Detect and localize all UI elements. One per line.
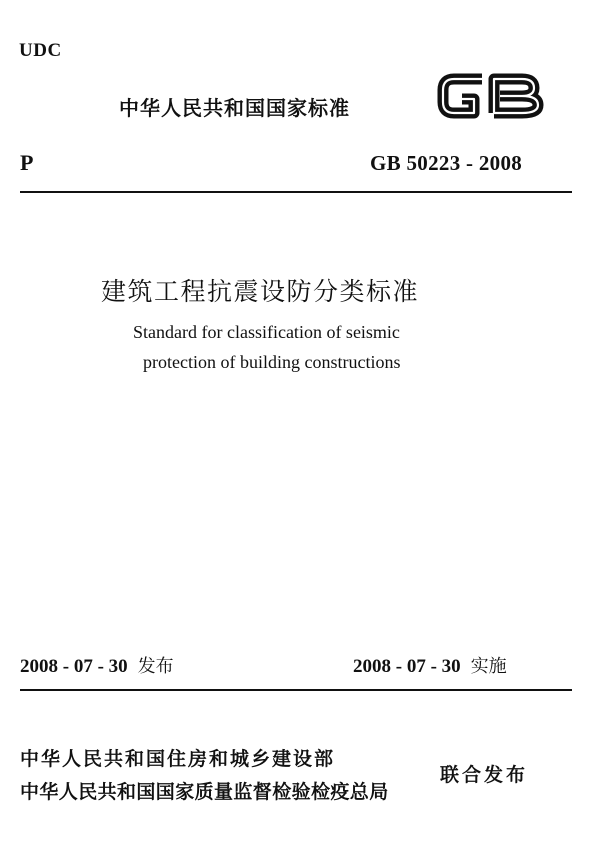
top-divider <box>20 191 572 193</box>
standard-number: GB 50223 - 2008 <box>370 151 523 175</box>
issue-date: 2008 - 07 - 30 <box>20 656 128 677</box>
national-standard-title: 中华人民共和国国家标准 <box>119 96 350 120</box>
issuing-authority-2: 中华人民共和国国家质量监督检验检疫总局 <box>20 781 389 803</box>
category-code: P <box>20 150 34 175</box>
gb-logo <box>434 67 546 125</box>
bottom-divider <box>20 689 572 691</box>
issue-word: 发布 <box>137 656 174 677</box>
document-title-chinese: 建筑工程抗震设防分类标准 <box>101 277 420 306</box>
implementation-word: 实施 <box>470 656 507 677</box>
issuing-authority-1: 中华人民共和国住房和城乡建设部 <box>20 748 336 770</box>
implementation-date: 2008 - 07 - 30 <box>353 656 461 677</box>
implementation-date-block <box>353 652 507 678</box>
document-title-english-line2: protection of building constructions <box>143 352 401 372</box>
issue-date-block <box>20 652 174 678</box>
document-title-english-line1: Standard for classification of seismic <box>133 322 400 342</box>
udc-label: UDC <box>19 40 62 61</box>
joint-release-label: 联合发布 <box>440 764 529 786</box>
